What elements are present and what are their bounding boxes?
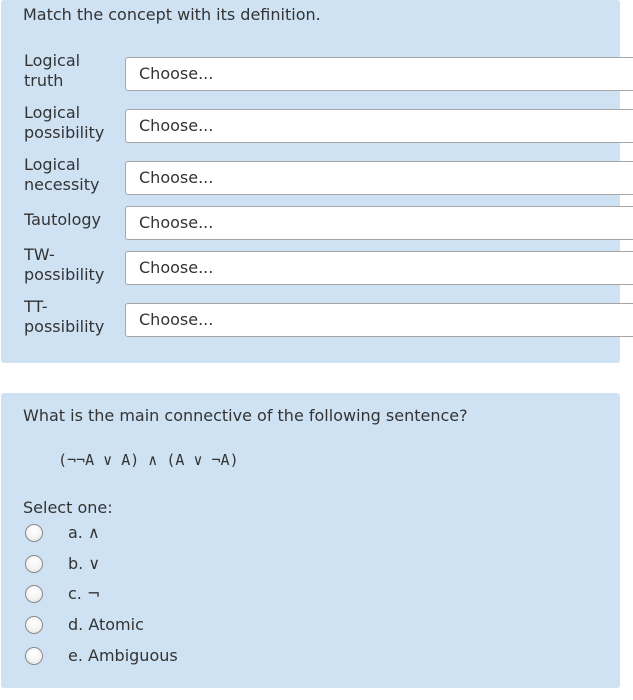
radio-button[interactable] [25, 616, 43, 634]
answer-option-c[interactable] [25, 583, 325, 607]
definition-select-logical-truth[interactable]: Choose... [125, 57, 633, 91]
multiple-choice-question-card [1, 393, 620, 688]
question-prompt: Match the concept with its definition. [23, 5, 321, 24]
definition-select-tw-possibility[interactable]: Choose... [125, 251, 633, 285]
definition-select-logical-possibility[interactable]: Choose... [125, 109, 633, 143]
option-label: c. ¬ [68, 584, 101, 603]
option-label: d. Atomic [68, 615, 144, 634]
concept-label-logical-possibility: Logical possibility [24, 103, 105, 142]
definition-select-tautology[interactable]: Choose... [125, 206, 633, 240]
option-label: a. ∧ [68, 523, 100, 542]
select-one-label: Select one: [23, 498, 113, 517]
answer-option-e[interactable] [25, 645, 325, 669]
answer-option-a[interactable] [25, 522, 325, 546]
formula: (¬¬A ∨ A) ∧ (A ∨ ¬A) [58, 451, 239, 469]
option-label: e. Ambiguous [68, 646, 178, 665]
radio-button[interactable] [25, 524, 43, 542]
concept-label-logical-necessity: Logical necessity [24, 155, 100, 194]
matching-question-card [1, 0, 620, 363]
radio-button[interactable] [25, 647, 43, 665]
answer-option-b[interactable] [25, 553, 325, 577]
question-prompt: What is the main connective of the following sentence? [23, 406, 468, 425]
concept-label-tautology: Tautology [24, 210, 101, 229]
definition-select-logical-necessity[interactable]: Choose... [125, 161, 633, 195]
radio-button[interactable] [25, 555, 43, 573]
answer-option-d[interactable] [25, 614, 325, 638]
option-label: b. ∨ [68, 554, 101, 573]
definition-select-tt-possibility[interactable]: Choose... [125, 303, 633, 337]
concept-label-tw-possibility: TW- possibility [24, 245, 105, 284]
concept-label-tt-possibility: TT- possibility [24, 297, 105, 336]
radio-button[interactable] [25, 585, 43, 603]
concept-label-logical-truth: Logical truth [24, 51, 81, 90]
